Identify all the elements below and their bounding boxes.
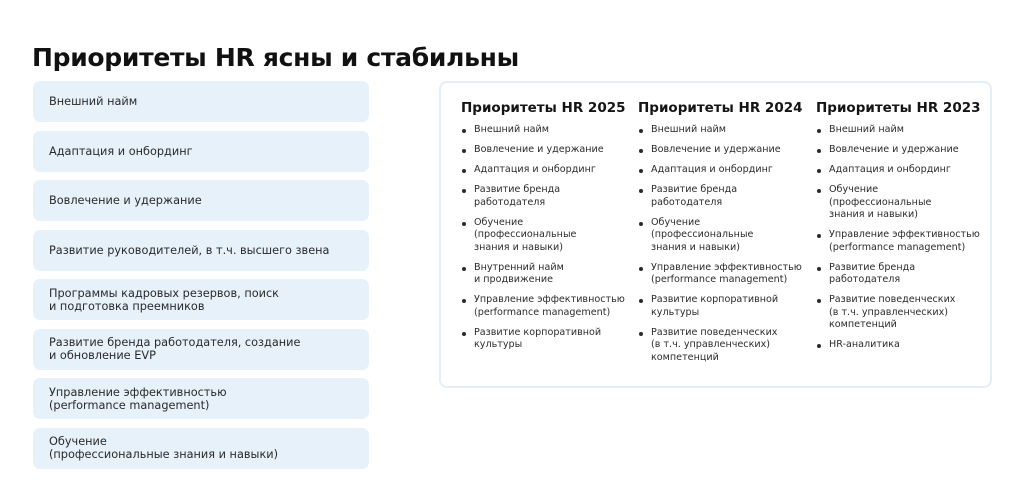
- bullet-item: Внешний найм: [638, 124, 813, 137]
- bullet-item: Развитие корпоративной культуры: [461, 327, 636, 352]
- bullet-item: Адаптация и онбординг: [638, 164, 813, 177]
- priority-item: Развитие бренда работодателя, создание и обновление EVP: [33, 329, 369, 370]
- bullet-item: Развитие бренда работодателя: [638, 184, 813, 209]
- priority-item: Программы кадровых резервов, поиск и подготовка преемников: [33, 279, 369, 320]
- bullet-item: Внешний найм: [461, 124, 636, 137]
- priority-item: Адаптация и онбординг: [33, 131, 369, 172]
- column-heading: Приоритеты HR 2023: [816, 100, 981, 116]
- yearly-priorities-panel: [439, 81, 992, 388]
- bullet-item: Управление эффективностью (performance management): [461, 294, 636, 319]
- bullet-item: Развитие корпоративной культуры: [638, 294, 813, 319]
- priorities-column-2024: [638, 100, 813, 372]
- priority-item: Внешний найм: [33, 81, 369, 122]
- bullet-item: Управление эффективностью (performance management): [638, 262, 813, 287]
- priorities-bullet-list: [461, 124, 636, 352]
- bullet-item: Развитие поведенческих (в т.ч. управленческих) компетенций: [638, 327, 813, 365]
- priority-item: Вовлечение и удержание: [33, 180, 369, 221]
- page-title: Приоритеты HR ясны и стабильны: [32, 42, 519, 72]
- bullet-item: Обучение (профессиональные знания и навыки): [816, 184, 991, 222]
- hr-priorities-list: [33, 81, 369, 477]
- bullet-item: Адаптация и онбординг: [461, 164, 636, 177]
- bullet-item: Развитие поведенческих (в т.ч. управленческих) компетенций: [816, 294, 991, 332]
- bullet-item: Вовлечение и удержание: [461, 144, 636, 157]
- priorities-bullet-list: [638, 124, 813, 364]
- bullet-item: Вовлечение и удержание: [638, 144, 813, 157]
- priorities-bullet-list: [816, 124, 991, 352]
- bullet-item: Адаптация и онбординг: [816, 164, 991, 177]
- priority-item: Обучение (профессиональные знания и навыки): [33, 428, 369, 469]
- bullet-item: Обучение (профессиональные знания и навыки): [461, 217, 636, 255]
- bullet-item: HR-аналитика: [816, 339, 991, 352]
- column-heading: Приоритеты HR 2025: [461, 100, 626, 116]
- bullet-item: Внешний найм: [816, 124, 991, 137]
- bullet-item: Развитие бренда работодателя: [816, 262, 991, 287]
- priorities-column-2025: [461, 100, 636, 359]
- column-heading: Приоритеты HR 2024: [638, 100, 803, 116]
- priority-item: Управление эффективностью (performance management): [33, 378, 369, 419]
- bullet-item: Управление эффективностью (performance management): [816, 229, 991, 254]
- priority-item: Развитие руководителей, в т.ч. высшего звена: [33, 230, 369, 271]
- bullet-item: Развитие бренда работодателя: [461, 184, 636, 209]
- bullet-item: Обучение (профессиональные знания и навыки): [638, 217, 813, 255]
- priorities-column-2023: [816, 100, 991, 359]
- bullet-item: Вовлечение и удержание: [816, 144, 991, 157]
- bullet-item: Внутренний найм и продвижение: [461, 262, 636, 287]
